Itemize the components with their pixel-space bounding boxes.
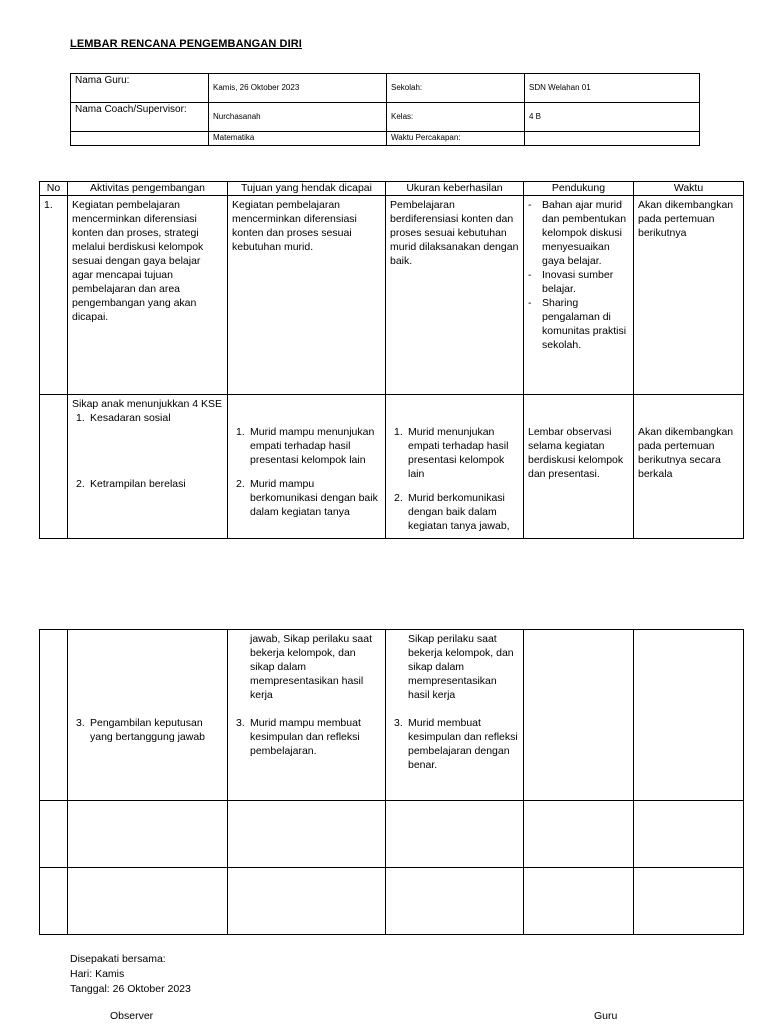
header-waktu: Waktu xyxy=(634,182,744,196)
value-coach: Nurchasanah xyxy=(209,103,387,132)
table-row xyxy=(40,196,744,395)
ukuran-cell xyxy=(386,630,524,801)
list-item: 1. Murid menunjukan empati terhadap hasil presentasi kelompok lain xyxy=(394,426,509,480)
date-line: Tanggal: 26 Oktober 2023 xyxy=(70,983,191,995)
pendukung-cell xyxy=(524,196,634,395)
empty-cell xyxy=(71,132,209,146)
label-nama-guru: Nama Guru: xyxy=(71,74,209,103)
list-item: 2. Murid berkomunikasi dengan baik dalam kegiatan tanya jawab, xyxy=(394,492,510,532)
info-table xyxy=(70,73,700,146)
waktu-cell: Akan dikembangkan pada pertemuan berikutnya xyxy=(634,196,744,395)
tujuan-cell xyxy=(228,395,386,539)
header-no: No xyxy=(40,182,68,196)
agreed-label: Disepakati bersama: xyxy=(70,953,166,965)
aktivitas-cell xyxy=(68,630,228,801)
pendukung-cell xyxy=(524,395,634,539)
value-hari-tanggal: Kamis, 26 Oktober 2023 xyxy=(209,74,387,103)
header-pendukung: Pendukung xyxy=(524,182,634,196)
document-title: LEMBAR RENCANA PENGEMBANGAN DIRI xyxy=(70,38,302,50)
pendukung-item: - Inovasi sumber belajar. xyxy=(528,268,629,296)
list-item: 3. Murid membuat kesimpulan dan refleksi pembelajaran dengan benar. xyxy=(394,717,518,771)
table-row xyxy=(40,801,744,868)
header-ukuran: Ukuran keberhasilan xyxy=(386,182,524,196)
ukuran-continued: Sikap perilaku saat bekerja kelompok, dan sikap dalam mempresentasikan hasil kerja xyxy=(408,633,514,701)
plan-table xyxy=(39,181,744,539)
value-waktu-percakapan xyxy=(525,132,700,146)
list-item: 3. Pengambilan keputusan yang bertanggung jawab xyxy=(76,717,206,743)
waktu-cell xyxy=(634,630,744,801)
list-item: 3. Murid mampu membuat kesimpulan dan refleksi pembelajaran. xyxy=(236,717,361,757)
observer-signature-label: Observer xyxy=(110,1010,154,1022)
tujuan-cell: Kegiatan pembelajaran mencerminkan diferensiasi konten dan proses sesuai kebutuhan murid. xyxy=(228,196,386,395)
value-sekolah: SDN Welahan 01 xyxy=(525,74,700,103)
kse-intro: Sikap anak menunjukkan 4 KSE xyxy=(72,398,223,410)
pendukung-item: - Sharing pengalaman di komunitas praktisi sekolah. xyxy=(528,296,629,352)
day-line: Hari: Kamis xyxy=(70,968,125,980)
label-sekolah: Sekolah: xyxy=(387,74,525,103)
pendukung-text: Lembar observasi selama kegiatan berdiskusi kelompok dan presentasi. xyxy=(528,426,624,480)
pendukung-cell xyxy=(524,630,634,801)
pendukung-item: - Bahan ajar murid dan pembentukan kelompok diskusi menyesuaikan gaya belajar. xyxy=(528,198,629,268)
aktivitas-cell xyxy=(68,395,228,539)
list-item: 2. Ketrampilan berelasi xyxy=(76,478,186,490)
list-item: 1. Murid mampu menunjukan empati terhadap hasil presentasi kelompok lain xyxy=(236,426,375,466)
label-kelas: Kelas: xyxy=(387,103,525,132)
tujuan-cell xyxy=(228,630,386,801)
label-waktu-percakapan: Waktu Percakapan: xyxy=(387,132,525,146)
header-aktivitas: Aktivitas pengembangan xyxy=(68,182,228,196)
tujuan-continued: jawab, Sikap perilaku saat bekerja kelompok, dan sikap dalam mempresentasikan hasil kerja xyxy=(250,633,372,701)
header-tujuan: Tujuan yang hendak dicapai xyxy=(228,182,386,196)
row-number xyxy=(40,630,68,801)
value-kelas: 4 B xyxy=(525,103,700,132)
row-number: 1. xyxy=(40,196,68,395)
list-item: 2. Murid mampu berkomunikasi dengan baik dalam kegiatan tanya xyxy=(236,478,378,518)
guru-signature-label: Guru xyxy=(594,1010,618,1022)
table-row xyxy=(40,395,744,539)
list-item: 1. Kesadaran sosial xyxy=(76,412,171,424)
plan-table-continued xyxy=(39,629,744,935)
waktu-cell xyxy=(634,395,744,539)
table-row xyxy=(40,630,744,801)
table-row xyxy=(40,868,744,935)
row-number xyxy=(40,395,68,539)
waktu-text: Akan dikembangkan pada pertemuan berikutnya secara berkala xyxy=(638,426,734,480)
ukuran-cell xyxy=(386,395,524,539)
aktivitas-cell: Kegiatan pembelajaran mencerminkan diferensiasi konten dan proses, strategi melalui berdiskusi kelompok sesuai dengan gaya belajar agar mencapai tujuan pembelajaran dan area pengembangan yang akan dicapai. xyxy=(68,196,228,395)
label-nama-coach: Nama Coach/Supervisor: xyxy=(71,103,209,132)
ukuran-cell: Pembelajaran berdiferensiasi konten dan proses sesuai kebutuhan murid dilaksanakan dengan baik. xyxy=(386,196,524,395)
value-mapel: Matematika xyxy=(209,132,387,146)
